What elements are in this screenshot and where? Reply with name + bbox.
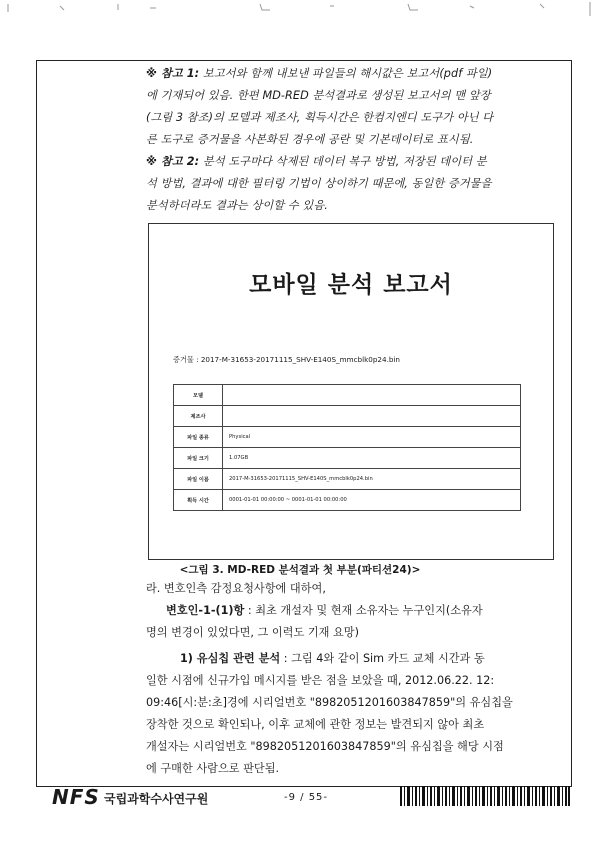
note-1-line-4: 른 도구로 증거물을 사본화된 경우에 공란 및 기본데이터로 표시됨. — [146, 133, 474, 146]
table-row — [174, 427, 521, 448]
analysis-text: : 그림 4와 같이 Sim 카드 교체 시간과 동 — [280, 652, 485, 665]
note-2-label: ※ 참고 2: — [146, 155, 200, 168]
row-key: 모델 — [174, 385, 223, 406]
note-2-line-3: 분석하더라도 결과는 상이할 수 있음. — [146, 199, 328, 212]
request-item-label: 변호인-1-(1)항 — [166, 604, 245, 617]
row-value: 2017-M-31653-20171115_SHV-E140S_mmcblk0p24.bin — [223, 469, 521, 490]
table-row — [174, 448, 521, 469]
body-line-8: 개설자는 시리얼번호 "8982051201603847859"의 유심칩을 해당 시점 — [146, 740, 504, 753]
table-row — [174, 490, 521, 511]
scan-top-marks — [0, 0, 600, 22]
body-line-3: 명의 변경이 있었다면, 그 이력도 기재 요망) — [146, 626, 359, 639]
row-key: 제조사 — [174, 406, 223, 427]
row-value — [223, 385, 521, 406]
body-line-2 — [166, 600, 483, 622]
request-item-text: : 최초 개설자 및 현재 소유자는 누구인지(소유자 — [244, 604, 483, 617]
row-key: 파일 종류 — [174, 427, 223, 448]
note-2-line-1 — [146, 151, 546, 173]
row-value — [223, 406, 521, 427]
nfs-logo: NFS — [52, 785, 100, 809]
note-1-line-3: (그림 3 참조)의 모델과 제조사, 획득시간은 한컴지엔디 도구가 아닌 다 — [146, 111, 494, 124]
body-line-9: 에 구매한 사람으로 판단됨. — [146, 762, 280, 775]
row-value: 0001-01-01 00:00:00 ~ 0001-01-01 00:00:00 — [223, 490, 521, 511]
report-info-table — [173, 384, 521, 511]
figure-caption: <그림 3. MD-RED 분석결과 첫 부분(파티션24)> — [179, 564, 421, 576]
note-1-line-2: 에 기재되어 있음. 한편 MD-RED 분석결과로 생성된 보고서의 맨 앞장 — [146, 89, 491, 102]
report-screenshot — [148, 223, 554, 560]
org-name: 국립과학수사연구원 — [104, 792, 209, 806]
table-row — [174, 406, 521, 427]
row-value: Physical — [223, 427, 521, 448]
page-number: -9 / 55- — [284, 792, 329, 803]
report-title: 모바일 분석 보고서 — [249, 272, 453, 298]
section-heading: 라. 변호인측 감정요청사항에 대하여, — [146, 582, 326, 595]
report-evidence-line: 증거물 : 2017-M-31653-20171115_SHV-E140S_mmcblk0p24.bin — [173, 355, 400, 364]
body-line-6: 09:46[시:분:초]경에 시리얼번호 "8982051201603847859"의 유심칩을 — [146, 696, 513, 709]
body-line-5: 일한 시점에 신규가입 메시지를 받은 점을 보았을 때, 2012.06.22. 12: — [146, 674, 495, 687]
analysis-label: 1) 유심칩 관련 분석 — [180, 652, 281, 665]
body-line-7: 장착한 것으로 확인되나, 이후 교체에 관한 정보는 발견되지 않아 최초 — [146, 718, 485, 731]
row-key: 파일 크기 — [174, 448, 223, 469]
table-row — [174, 469, 521, 490]
row-key: 파일 이름 — [174, 469, 223, 490]
barcode-icon — [400, 786, 570, 806]
note-2-text: 분석 도구마다 삭제된 데이터 복구 방법, 저장된 데이터 분 — [199, 155, 487, 168]
note-2-line-2: 석 방법, 결과에 대한 필터링 기법이 상이하기 때문에, 동일한 증거물을 — [146, 177, 492, 190]
table-row — [174, 385, 521, 406]
row-key: 획득 시간 — [174, 490, 223, 511]
note-1-label: ※ 참고 1: — [146, 67, 200, 80]
body-line-4 — [180, 648, 485, 670]
note-1-text: 보고서와 함께 내보낸 파일들의 해시값은 보고서(pdf 파일) — [199, 67, 493, 80]
row-value: 1.07GB — [223, 448, 521, 469]
note-1-line-1 — [146, 63, 546, 85]
